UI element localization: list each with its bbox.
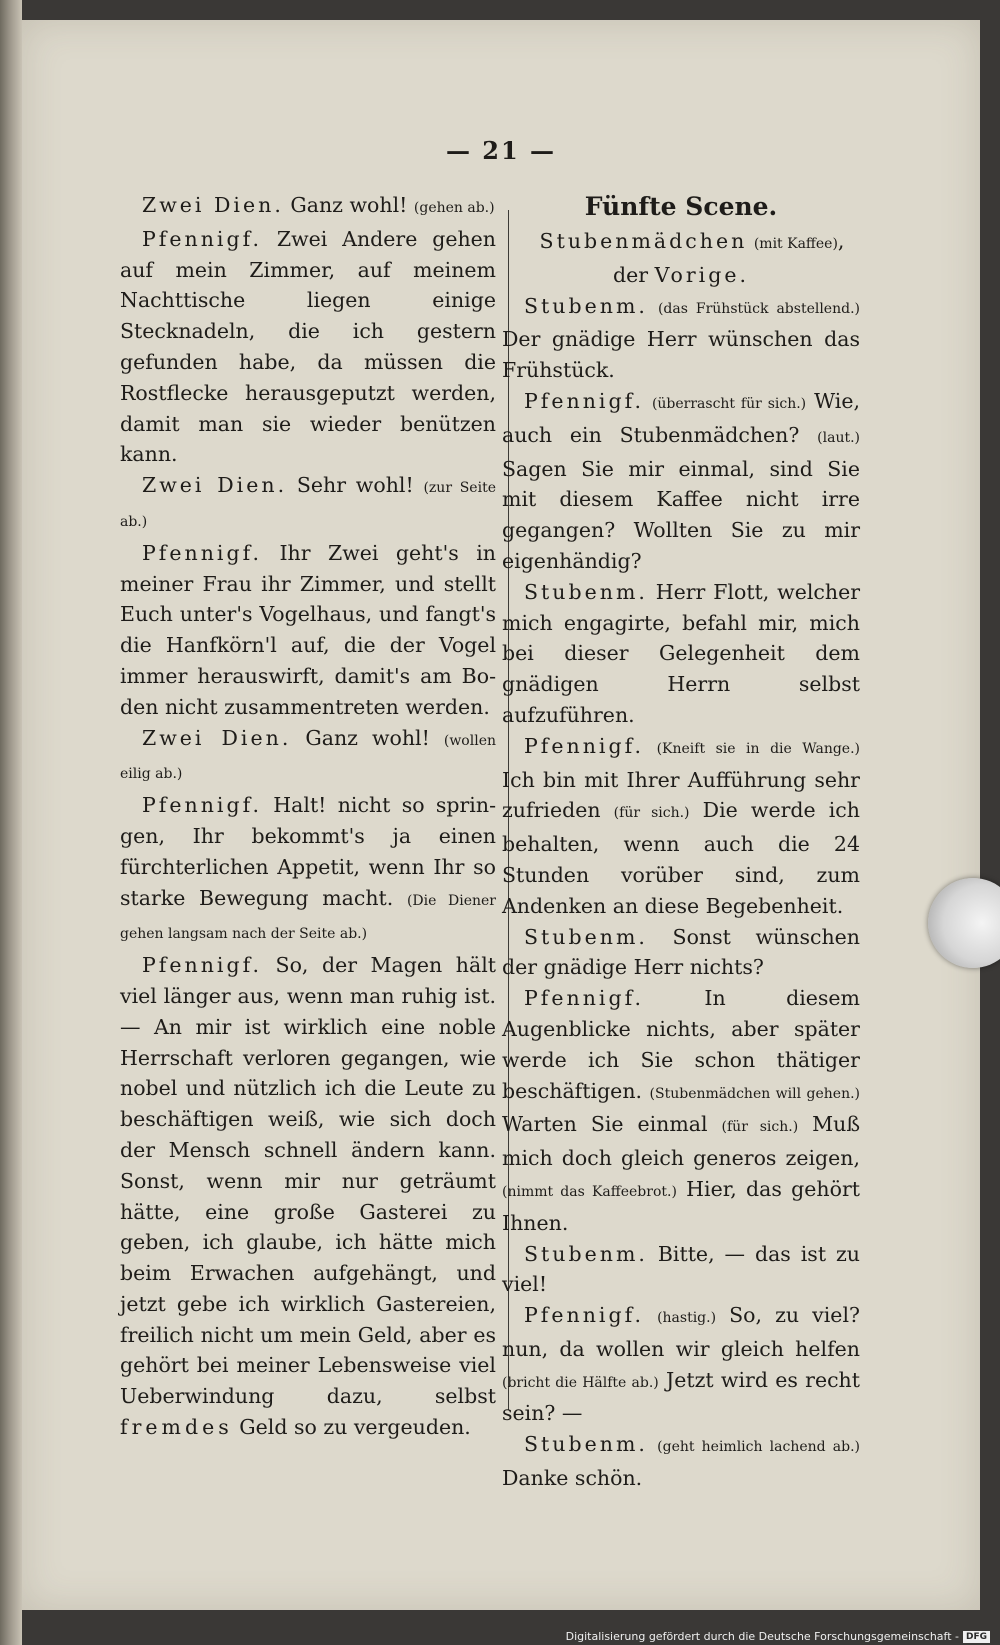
paragraph [502,1239,860,1301]
dfg-logo: DFG [963,1631,990,1643]
speaker-name: Pfennigf. [142,953,262,978]
dialogue-text: Sagen Sie mir einmal, sind Sie mit diesem Kaffee nicht irre gegangen? Wollten Sie zu mir eigenhändig? [502,456,860,573]
dialogue-text: Jetzt wird es recht sein? — [502,1367,860,1426]
stage-direction: (Stubenmädchen will gehen.) [649,1085,861,1102]
dialogue-text [644,734,657,758]
book-page [22,20,980,1610]
paragraph [502,983,860,1238]
scene-title: Fünfte Scene. [584,192,778,221]
speaker-name: Pfennigf. [142,793,262,818]
dialogue-text: Die werde ich behalten, wenn auch die 24 Stunden vorüber sind, zum Andenken an diese Begebenheit. [502,798,860,918]
dialogue-text: In diesem Augenblicke nichts, aber später werde ich Sie schon thätiger beschäftigen. [502,986,860,1103]
stage-direction: (mit Kaffee) [753,236,838,252]
dialogue-text: Halt! nicht so springen, Ihr bekommt's ja einen fürchterlichen Appetit, wenn Ihr so starke Bewegung macht. [120,793,496,910]
speaker-name: Stubenm. [524,293,648,318]
speaker-name: Vorige. [654,262,749,287]
left-column [120,190,496,1443]
paragraph [120,538,496,723]
paragraph [502,731,860,922]
dialogue-text: , der [613,229,845,287]
speaker-name: Stubenm. [524,1241,648,1266]
speaker-name: Stubenmädchen [539,229,748,253]
dialogue-text [644,389,652,413]
paragraph [502,291,860,386]
speaker-name: Pfennigf. [524,1303,644,1328]
speaker-name: Pfennigf. [142,226,262,251]
dialogue-text: Ganz wohl! [291,725,444,750]
dialogue-text: Ihr Zwei geht's in meiner Frau ihr Zimmer, und stellt Euch unter's Vogelhaus, und fangt's die Hanfkörn'l auf, die der Vogel immer herauswirft, damit's am Boden nicht zusammentreten werden. [120,540,496,719]
paragraph [120,470,496,538]
speaker-name: Pfennigf. [524,733,644,758]
stage-direction: (für sich.) [613,805,690,822]
right-column [502,190,860,1494]
book-gutter [0,0,22,1645]
stage-direction: (gehen ab.) [413,200,495,216]
dialogue-text: Ich bin mit Ihrer Aufführung sehr zufrieden [502,767,860,823]
dialogue-text: Muß mich doch gleich generos zeigen, [502,1112,861,1171]
dialogue-text: Bitte, — das ist zu viel! [502,1241,860,1297]
dialogue-text [648,294,658,318]
paragraph [120,950,496,1443]
page-number: — 21 — [445,136,557,165]
dialogue-text: Ganz wohl! [283,193,414,217]
dialogue-text: Sehr wohl! [287,473,424,498]
dialogue-text: Sonst wünschen der gnädige Herr nichts? [502,924,860,980]
speaker-name: Stubenm. [524,1432,648,1457]
paragraph [502,386,860,577]
dialogue-text: So, der Magen hält viel länger aus, wenn man ruhig ist. — An mir ist wirklich eine noble Herrschaft verloren gegangen, wie nobel und nützlich ich die Leute zu beschäftigen weiß, wie sich doch der Mensch schnell ändern kann. Sonst, wenn mir nur geträumt hätte, eine große Gasterei zu geben, ich glaube, ich hätte mich beim Erwachen aufgehängt, und jetzt gebe ich wirklich Gastereien, freilich nicht um mein Geld, aber es gehört bei meiner Lebensweise viel Ueberwindung dazu, selbst [120,953,496,1409]
stage-direction: (das Frühstück abstellend.) [657,300,860,317]
stage-direction: (für sich.) [721,1119,799,1136]
speaker-name: Zwei Dien. [142,473,288,498]
paragraph [502,577,860,731]
stage-direction: (Kneift sie in die Wange.) [656,740,860,757]
dialogue-text: Herr Flott, welcher mich engagirte, befahl mir, mich bei dieser Gelegenheit dem gnädigen Herrn selbst aufzuführen. [502,579,860,727]
dialogue-text: Zwei Andere gehen auf mein Zimmer, auf meinem Nachttische liegen einige Stecknadeln, die ich gestern gefunden habe, da müssen die Rostflecke herausgeputzt werden, damit man sie wieder benützen kann. [120,226,496,467]
stage-direction: (Die Diener gehen langsam nach der Seite ab.) [120,892,496,943]
speaker-name: Pfennigf. [142,540,262,565]
stage-direction: (zur Seite ab.) [120,480,496,530]
stage-direction: (nimmt das Kaffeebrot.) [502,1183,677,1200]
stage-direction: (überrascht für sich.) [651,395,807,412]
stage-direction: (hastig.) [657,1310,717,1327]
right-column-text [502,291,860,1494]
speaker-name: Pfennigf. [524,986,644,1011]
footer-text: Digitalisierung gefördert durch die Deutsche Forschungsgemeinschaft - [565,1630,959,1643]
stage-direction: (bricht die Hälfte ab.) [502,1374,659,1391]
stage-direction: (geht heimlich lachend ab.) [657,1439,860,1456]
dialogue-text: Der gnädige Herr wünschen das Frühstück. [502,327,860,383]
speaker-name: Zwei Dien. [142,193,284,217]
speaker-name: Stubenm. [524,579,648,604]
cast-list [502,226,860,291]
paragraph [502,922,860,984]
dialogue-text: Hier, das gehört Ihnen. [502,1176,860,1235]
stage-direction: (laut.) [817,429,860,446]
dialogue-text: Geld so zu vergeuden. [232,1415,471,1440]
paragraph [120,224,496,470]
paragraph [120,790,496,950]
speaker-name: Zwei Dien. [142,725,292,750]
paragraph [120,190,496,224]
dialogue-text: fremdes [120,1415,233,1440]
dialogue-text [648,1432,657,1456]
dialogue-text: Danke schön. [502,1466,643,1491]
stage-direction: (wollen eilig ab.) [120,732,496,783]
paragraph [502,1300,860,1429]
dialogue-text: So, zu viel? nun, da wollen wir gleich helfen [502,1303,860,1361]
speaker-name: Stubenm. [524,924,648,949]
dialogue-text: Wie, auch ein Stubenmädchen? [502,388,860,447]
paragraph [120,723,496,791]
dialogue-text [644,1303,657,1327]
paragraph [502,1429,860,1494]
footer-credit [566,1630,990,1643]
dialogue-text: Warten Sie einmal [502,1112,722,1137]
speaker-name: Pfennigf. [524,388,644,413]
